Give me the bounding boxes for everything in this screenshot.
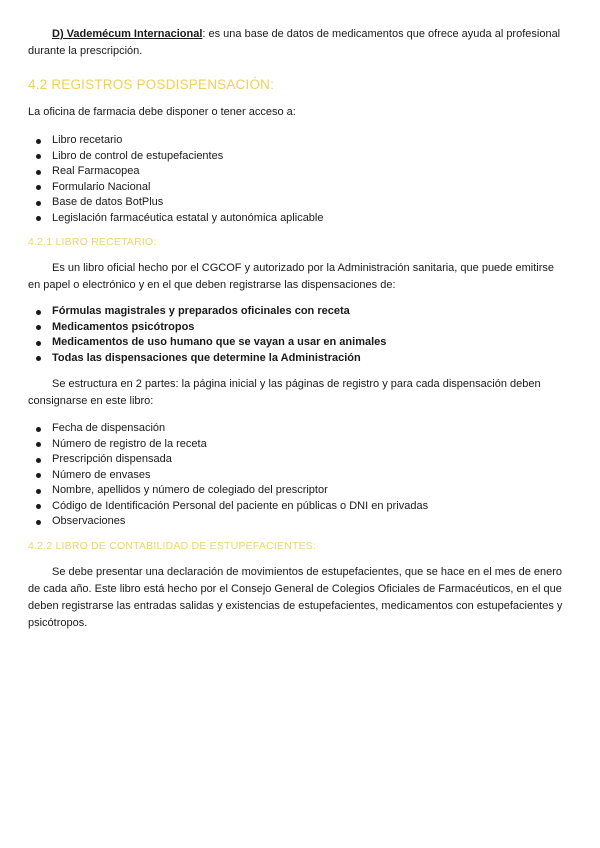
section-4-2-heading: 4.2 REGISTROS POSDISPENSACIÓN: — [28, 77, 275, 92]
section-4-2-2-text: Se debe presentar una declaración de movimientos de estupefacientes, que se hace en el mes de enero de cada año. Este libro está hecho por el Consejo General de Colegios Oficiales de Farmacéuticos, en el que deben registrarse las entradas salidas y existencias de estupefacientes, medicamentos con estupefacientes y psicótropos. — [28, 565, 563, 629]
list-item: Libro recetario — [28, 133, 568, 149]
list-item: Fecha de dispensación — [28, 421, 568, 437]
dispensation-types-list — [28, 304, 568, 366]
list-item: Prescripción dispensada — [28, 452, 568, 468]
list-item: Código de Identificación Personal del paciente en públicas o DNI en privadas — [28, 499, 568, 515]
section-4-2-1-heading: 4.2.1 LIBRO RECETARIO: — [28, 236, 157, 248]
list-item: Fórmulas magistrales y preparados oficinales con receta — [28, 304, 568, 320]
list-item: Real Farmacopea — [28, 164, 568, 180]
section-4-2-1-intro: Es un libro oficial hecho por el CGCOF y autorizado por la Administración sanitaria, que puede emitirse en papel o electrónico y en el que deben registrarse las dispensaciones de: — [28, 262, 554, 291]
document-page — [28, 26, 568, 632]
register-fields-list — [28, 421, 568, 530]
list-item: Número de registro de la receta — [28, 437, 568, 453]
section-4-2-intro: La oficina de farmacia debe disponer o tener acceso a: — [28, 106, 296, 118]
list-item: Todas las dispensaciones que determine la Administración — [28, 351, 568, 367]
list-item: Formulario Nacional — [28, 180, 568, 196]
list-item: Nombre, apellidos y número de colegiado del prescriptor — [28, 483, 568, 499]
list-item: Base de datos BotPlus — [28, 195, 568, 211]
list-item: Número de envases — [28, 468, 568, 484]
section-4-2-1-structure: Se estructura en 2 partes: la página inicial y las páginas de registro y para cada dispensación deben consignarse en este libro: — [28, 378, 541, 407]
section-4-2-2-heading: 4.2.2 LIBRO DE CONTABILIDAD DE ESTUPEFACIENTES: — [28, 539, 317, 552]
vademecum-term: D) Vademécum Internacional — [52, 28, 203, 40]
list-item: Medicamentos psicótropos — [28, 320, 568, 336]
vademecum-text: : es una base de datos de medicamentos que ofrece ayuda al profesional durante la prescripción. — [28, 28, 561, 57]
vademecum-paragraph — [28, 26, 568, 60]
list-item: Medicamentos de uso humano que se vayan a usar en animales — [28, 335, 568, 351]
list-item: Legislación farmacéutica estatal y autonómica aplicable — [28, 211, 568, 227]
list-item: Libro de control de estupefacientes — [28, 149, 568, 165]
access-list — [28, 133, 568, 226]
list-item: Observaciones — [28, 514, 568, 530]
